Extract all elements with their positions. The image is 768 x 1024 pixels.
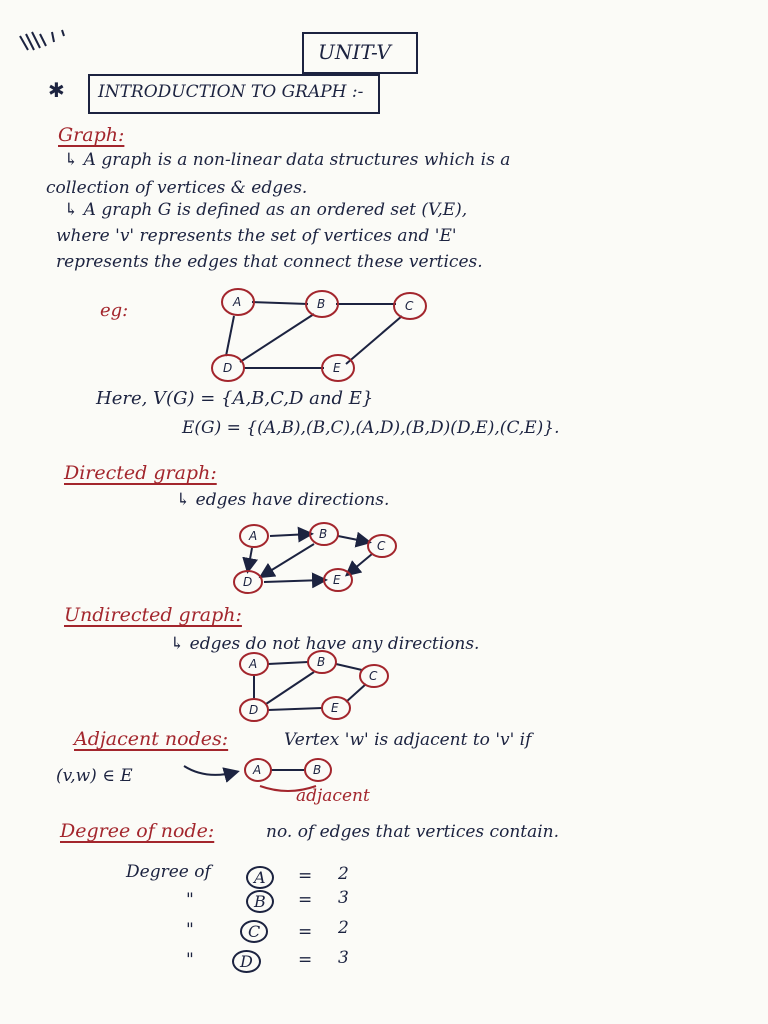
degree-heading: Degree of node: — [60, 820, 215, 842]
node-e-label: E — [333, 361, 341, 375]
arc-d-e — [264, 580, 324, 582]
edge-set: E(G) = {(A,B),(B,C),(A,D),(B,D)(D,E),(C,E)}. — [182, 418, 560, 438]
adjacent-heading: Adjacent nodes: — [74, 728, 229, 750]
node-d-label: D — [249, 703, 259, 717]
edge-a-b — [268, 662, 308, 664]
degree-row-value: 3 — [338, 888, 349, 908]
node-c-label: C — [369, 669, 378, 683]
degree-row-value: 3 — [338, 948, 349, 968]
edge-b-d — [266, 672, 314, 704]
graph-line-3: ↳ A graph G is defined as an ordered set (V,E), — [64, 200, 468, 220]
degree-row-label: " — [186, 920, 194, 940]
adjacent-text: Vertex 'w' is adjacent to 'v' if — [284, 730, 532, 750]
graph-heading: Graph: — [58, 124, 125, 146]
node-a-label: A — [253, 763, 262, 777]
degree-row-value: 2 — [338, 918, 349, 938]
node-a-label: A — [249, 529, 258, 543]
degree-row-node: B — [246, 890, 274, 913]
arc-a-d — [248, 548, 252, 570]
node-b-label: B — [317, 297, 326, 311]
node-c-label: C — [377, 539, 386, 553]
example-graph — [200, 280, 440, 390]
degree-row-label: " — [186, 890, 194, 910]
node-d-label: D — [223, 361, 233, 375]
edge-c-e — [346, 316, 402, 364]
star-bullet: ✱ — [48, 78, 65, 102]
graph-line-2: collection of vertices & edges. — [46, 178, 308, 198]
degree-row-eq: = — [298, 922, 313, 942]
vertex-set: Here, V(G) = {A,B,C,D and E} — [96, 388, 374, 409]
degree-row-node: D — [232, 950, 261, 973]
node-b-label: B — [319, 527, 328, 541]
node-d-label: D — [243, 575, 253, 589]
degree-row-eq: = — [298, 866, 313, 886]
adjacent-label: adjacent — [296, 786, 370, 806]
edge-b-c — [336, 664, 362, 670]
undirected-heading: Undirected graph: — [64, 604, 242, 626]
node-e-label: E — [333, 573, 341, 587]
adjacent-arrow — [184, 766, 236, 775]
unit-title: UNIT-V — [318, 40, 391, 64]
graph-line-5: represents the edges that connect these vertices. — [56, 252, 483, 272]
eg-label: eg: — [100, 300, 129, 321]
node-e-label: E — [331, 701, 339, 715]
arc-b-c — [338, 536, 368, 542]
degree-row-value: 2 — [338, 864, 349, 884]
edge-a-b — [252, 302, 308, 304]
degree-row-label: " — [186, 950, 194, 970]
graph-line-4: where 'v' represents the set of vertices and 'E' — [56, 226, 457, 246]
adjacent-condition: (v,w) ∈ E — [56, 766, 133, 786]
edge-d-e — [268, 708, 322, 710]
edge-a-d — [226, 316, 234, 356]
edge-b-d — [240, 314, 314, 362]
section-title: INTRODUCTION TO GRAPH :- — [98, 82, 364, 102]
node-c-label: C — [405, 299, 414, 313]
node-b-label: B — [317, 655, 326, 669]
degree-row-eq: = — [298, 890, 313, 910]
degree-row-node: A — [246, 866, 274, 889]
degree-row-node: C — [240, 920, 268, 943]
directed-heading: Directed graph: — [64, 462, 217, 484]
directed-text: ↳ edges have directions. — [176, 490, 390, 510]
arc-b-d — [262, 544, 314, 576]
corner-scribble-icon — [18, 28, 78, 58]
degree-row-eq: = — [298, 950, 313, 970]
graph-line-1: ↳ A graph is a non-linear data structures which is a — [64, 150, 511, 170]
node-a-label: A — [233, 295, 242, 309]
node-a-label: A — [249, 657, 258, 671]
degree-row-label: Degree of — [126, 862, 211, 882]
arc-a-b — [270, 534, 310, 536]
node-b-label: B — [313, 763, 322, 777]
degree-text: no. of edges that vertices contain. — [266, 822, 560, 842]
undirected-graph — [226, 650, 406, 726]
undirected-text: ↳ edges do not have any directions. — [170, 634, 480, 654]
directed-graph — [224, 522, 404, 602]
edge-c-e — [346, 684, 366, 702]
arc-c-e — [348, 554, 372, 574]
